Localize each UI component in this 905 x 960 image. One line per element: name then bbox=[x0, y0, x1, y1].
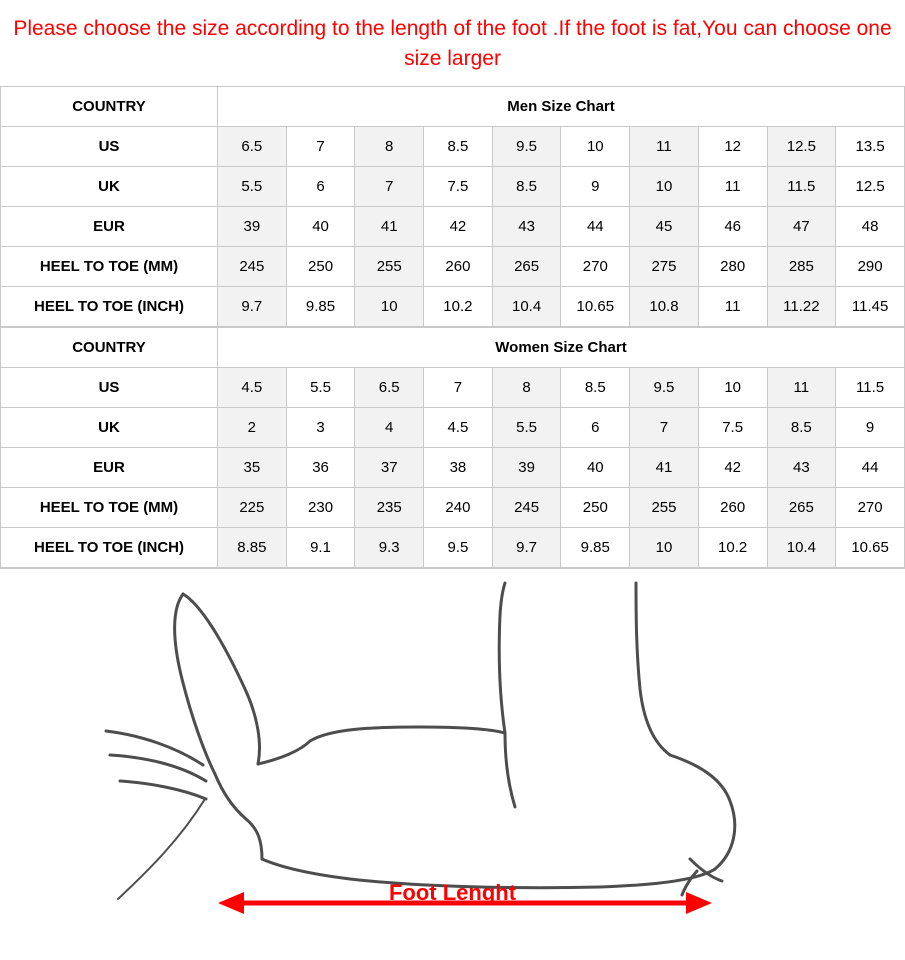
men-inch-7: 11 bbox=[698, 287, 767, 327]
women-mm-1: 230 bbox=[286, 488, 355, 528]
men-mm-0: 245 bbox=[218, 247, 287, 287]
women-uk-1: 3 bbox=[286, 408, 355, 448]
table-row bbox=[1, 448, 905, 488]
table-row bbox=[1, 287, 905, 327]
women-uk-4: 5.5 bbox=[492, 408, 561, 448]
women-mm-0: 225 bbox=[218, 488, 287, 528]
women-inch-8: 10.4 bbox=[767, 528, 836, 568]
women-eur-9: 44 bbox=[836, 448, 905, 488]
men-eur-6: 45 bbox=[630, 207, 699, 247]
men-eur-5: 44 bbox=[561, 207, 630, 247]
table-row bbox=[1, 167, 905, 207]
women-us-0: 4.5 bbox=[218, 368, 287, 408]
men-us-4: 9.5 bbox=[492, 127, 561, 167]
men-inch-0: 9.7 bbox=[218, 287, 287, 327]
women-mm-7: 260 bbox=[698, 488, 767, 528]
women-eur-3: 38 bbox=[424, 448, 493, 488]
men-eur-1: 40 bbox=[286, 207, 355, 247]
women-uk-6: 7 bbox=[630, 408, 699, 448]
men-mm-4: 265 bbox=[492, 247, 561, 287]
women-row-label-mm: HEEL TO TOE (MM) bbox=[1, 488, 218, 528]
women-inch-9: 10.65 bbox=[836, 528, 905, 568]
women-inch-6: 10 bbox=[630, 528, 699, 568]
women-uk-9: 9 bbox=[836, 408, 905, 448]
men-mm-6: 275 bbox=[630, 247, 699, 287]
women-us-3: 7 bbox=[424, 368, 493, 408]
men-us-9: 13.5 bbox=[836, 127, 905, 167]
foot-illustration-icon bbox=[0, 569, 905, 919]
men-table-header-row bbox=[1, 87, 905, 127]
women-mm-4: 245 bbox=[492, 488, 561, 528]
women-eur-0: 35 bbox=[218, 448, 287, 488]
women-mm-8: 265 bbox=[767, 488, 836, 528]
men-us-2: 8 bbox=[355, 127, 424, 167]
women-eur-2: 37 bbox=[355, 448, 424, 488]
women-us-6: 9.5 bbox=[630, 368, 699, 408]
men-us-1: 7 bbox=[286, 127, 355, 167]
women-mm-2: 235 bbox=[355, 488, 424, 528]
men-eur-0: 39 bbox=[218, 207, 287, 247]
women-uk-8: 8.5 bbox=[767, 408, 836, 448]
women-uk-3: 4.5 bbox=[424, 408, 493, 448]
men-row-label-uk: UK bbox=[1, 167, 218, 207]
men-mm-8: 285 bbox=[767, 247, 836, 287]
men-us-5: 10 bbox=[561, 127, 630, 167]
women-inch-3: 9.5 bbox=[424, 528, 493, 568]
men-us-6: 11 bbox=[630, 127, 699, 167]
men-uk-5: 9 bbox=[561, 167, 630, 207]
men-uk-2: 7 bbox=[355, 167, 424, 207]
men-size-table bbox=[0, 86, 905, 327]
men-mm-5: 270 bbox=[561, 247, 630, 287]
women-row-label-inch: HEEL TO TOE (INCH) bbox=[1, 528, 218, 568]
women-row-label-uk: UK bbox=[1, 408, 218, 448]
men-mm-1: 250 bbox=[286, 247, 355, 287]
men-chart-title: Men Size Chart bbox=[218, 87, 905, 127]
men-inch-8: 11.22 bbox=[767, 287, 836, 327]
men-us-0: 6.5 bbox=[218, 127, 287, 167]
women-us-7: 10 bbox=[698, 368, 767, 408]
table-row bbox=[1, 368, 905, 408]
men-mm-7: 280 bbox=[698, 247, 767, 287]
men-inch-3: 10.2 bbox=[424, 287, 493, 327]
women-eur-5: 40 bbox=[561, 448, 630, 488]
table-row bbox=[1, 247, 905, 287]
men-mm-2: 255 bbox=[355, 247, 424, 287]
women-chart-title: Women Size Chart bbox=[218, 328, 905, 368]
men-uk-3: 7.5 bbox=[424, 167, 493, 207]
women-inch-1: 9.1 bbox=[286, 528, 355, 568]
men-eur-2: 41 bbox=[355, 207, 424, 247]
men-us-8: 12.5 bbox=[767, 127, 836, 167]
men-inch-2: 10 bbox=[355, 287, 424, 327]
men-uk-9: 12.5 bbox=[836, 167, 905, 207]
men-uk-7: 11 bbox=[698, 167, 767, 207]
men-inch-1: 9.85 bbox=[286, 287, 355, 327]
foot-measurement-diagram bbox=[0, 568, 905, 918]
table-row bbox=[1, 127, 905, 167]
women-row-label-us: US bbox=[1, 368, 218, 408]
women-uk-5: 6 bbox=[561, 408, 630, 448]
men-eur-8: 47 bbox=[767, 207, 836, 247]
men-eur-3: 42 bbox=[424, 207, 493, 247]
women-eur-8: 43 bbox=[767, 448, 836, 488]
women-mm-6: 255 bbox=[630, 488, 699, 528]
women-us-5: 8.5 bbox=[561, 368, 630, 408]
men-eur-7: 46 bbox=[698, 207, 767, 247]
women-uk-7: 7.5 bbox=[698, 408, 767, 448]
men-us-3: 8.5 bbox=[424, 127, 493, 167]
women-us-2: 6.5 bbox=[355, 368, 424, 408]
men-row-label-mm: HEEL TO TOE (MM) bbox=[1, 247, 218, 287]
men-eur-9: 48 bbox=[836, 207, 905, 247]
women-size-table bbox=[0, 327, 905, 568]
men-uk-0: 5.5 bbox=[218, 167, 287, 207]
table-row bbox=[1, 207, 905, 247]
women-eur-6: 41 bbox=[630, 448, 699, 488]
size-notice: Please choose the size according to the length of the foot .If the foot is fat,You can choose one size larger bbox=[13, 17, 892, 70]
men-row-label-us: US bbox=[1, 127, 218, 167]
women-mm-5: 250 bbox=[561, 488, 630, 528]
men-uk-6: 10 bbox=[630, 167, 699, 207]
women-inch-5: 9.85 bbox=[561, 528, 630, 568]
women-us-1: 5.5 bbox=[286, 368, 355, 408]
women-inch-2: 9.3 bbox=[355, 528, 424, 568]
women-eur-4: 39 bbox=[492, 448, 561, 488]
women-us-8: 11 bbox=[767, 368, 836, 408]
men-mm-9: 290 bbox=[836, 247, 905, 287]
men-country-header: COUNTRY bbox=[1, 87, 218, 127]
men-uk-4: 8.5 bbox=[492, 167, 561, 207]
men-inch-5: 10.65 bbox=[561, 287, 630, 327]
women-table-header-row bbox=[1, 328, 905, 368]
women-mm-3: 240 bbox=[424, 488, 493, 528]
women-uk-0: 2 bbox=[218, 408, 287, 448]
women-mm-9: 270 bbox=[836, 488, 905, 528]
men-inch-6: 10.8 bbox=[630, 287, 699, 327]
table-row bbox=[1, 528, 905, 568]
foot-length-label: Foot Lenght bbox=[388, 880, 517, 905]
women-country-header: COUNTRY bbox=[1, 328, 218, 368]
men-inch-4: 10.4 bbox=[492, 287, 561, 327]
men-uk-1: 6 bbox=[286, 167, 355, 207]
men-us-7: 12 bbox=[698, 127, 767, 167]
men-row-label-inch: HEEL TO TOE (INCH) bbox=[1, 287, 218, 327]
women-eur-7: 42 bbox=[698, 448, 767, 488]
men-eur-4: 43 bbox=[492, 207, 561, 247]
women-inch-0: 8.85 bbox=[218, 528, 287, 568]
table-row bbox=[1, 408, 905, 448]
women-us-9: 11.5 bbox=[836, 368, 905, 408]
table-row bbox=[1, 488, 905, 528]
men-uk-8: 11.5 bbox=[767, 167, 836, 207]
women-inch-7: 10.2 bbox=[698, 528, 767, 568]
women-us-4: 8 bbox=[492, 368, 561, 408]
men-mm-3: 260 bbox=[424, 247, 493, 287]
men-row-label-eur: EUR bbox=[1, 207, 218, 247]
women-eur-1: 36 bbox=[286, 448, 355, 488]
women-uk-2: 4 bbox=[355, 408, 424, 448]
men-inch-9: 11.45 bbox=[836, 287, 905, 327]
women-row-label-eur: EUR bbox=[1, 448, 218, 488]
women-inch-4: 9.7 bbox=[492, 528, 561, 568]
